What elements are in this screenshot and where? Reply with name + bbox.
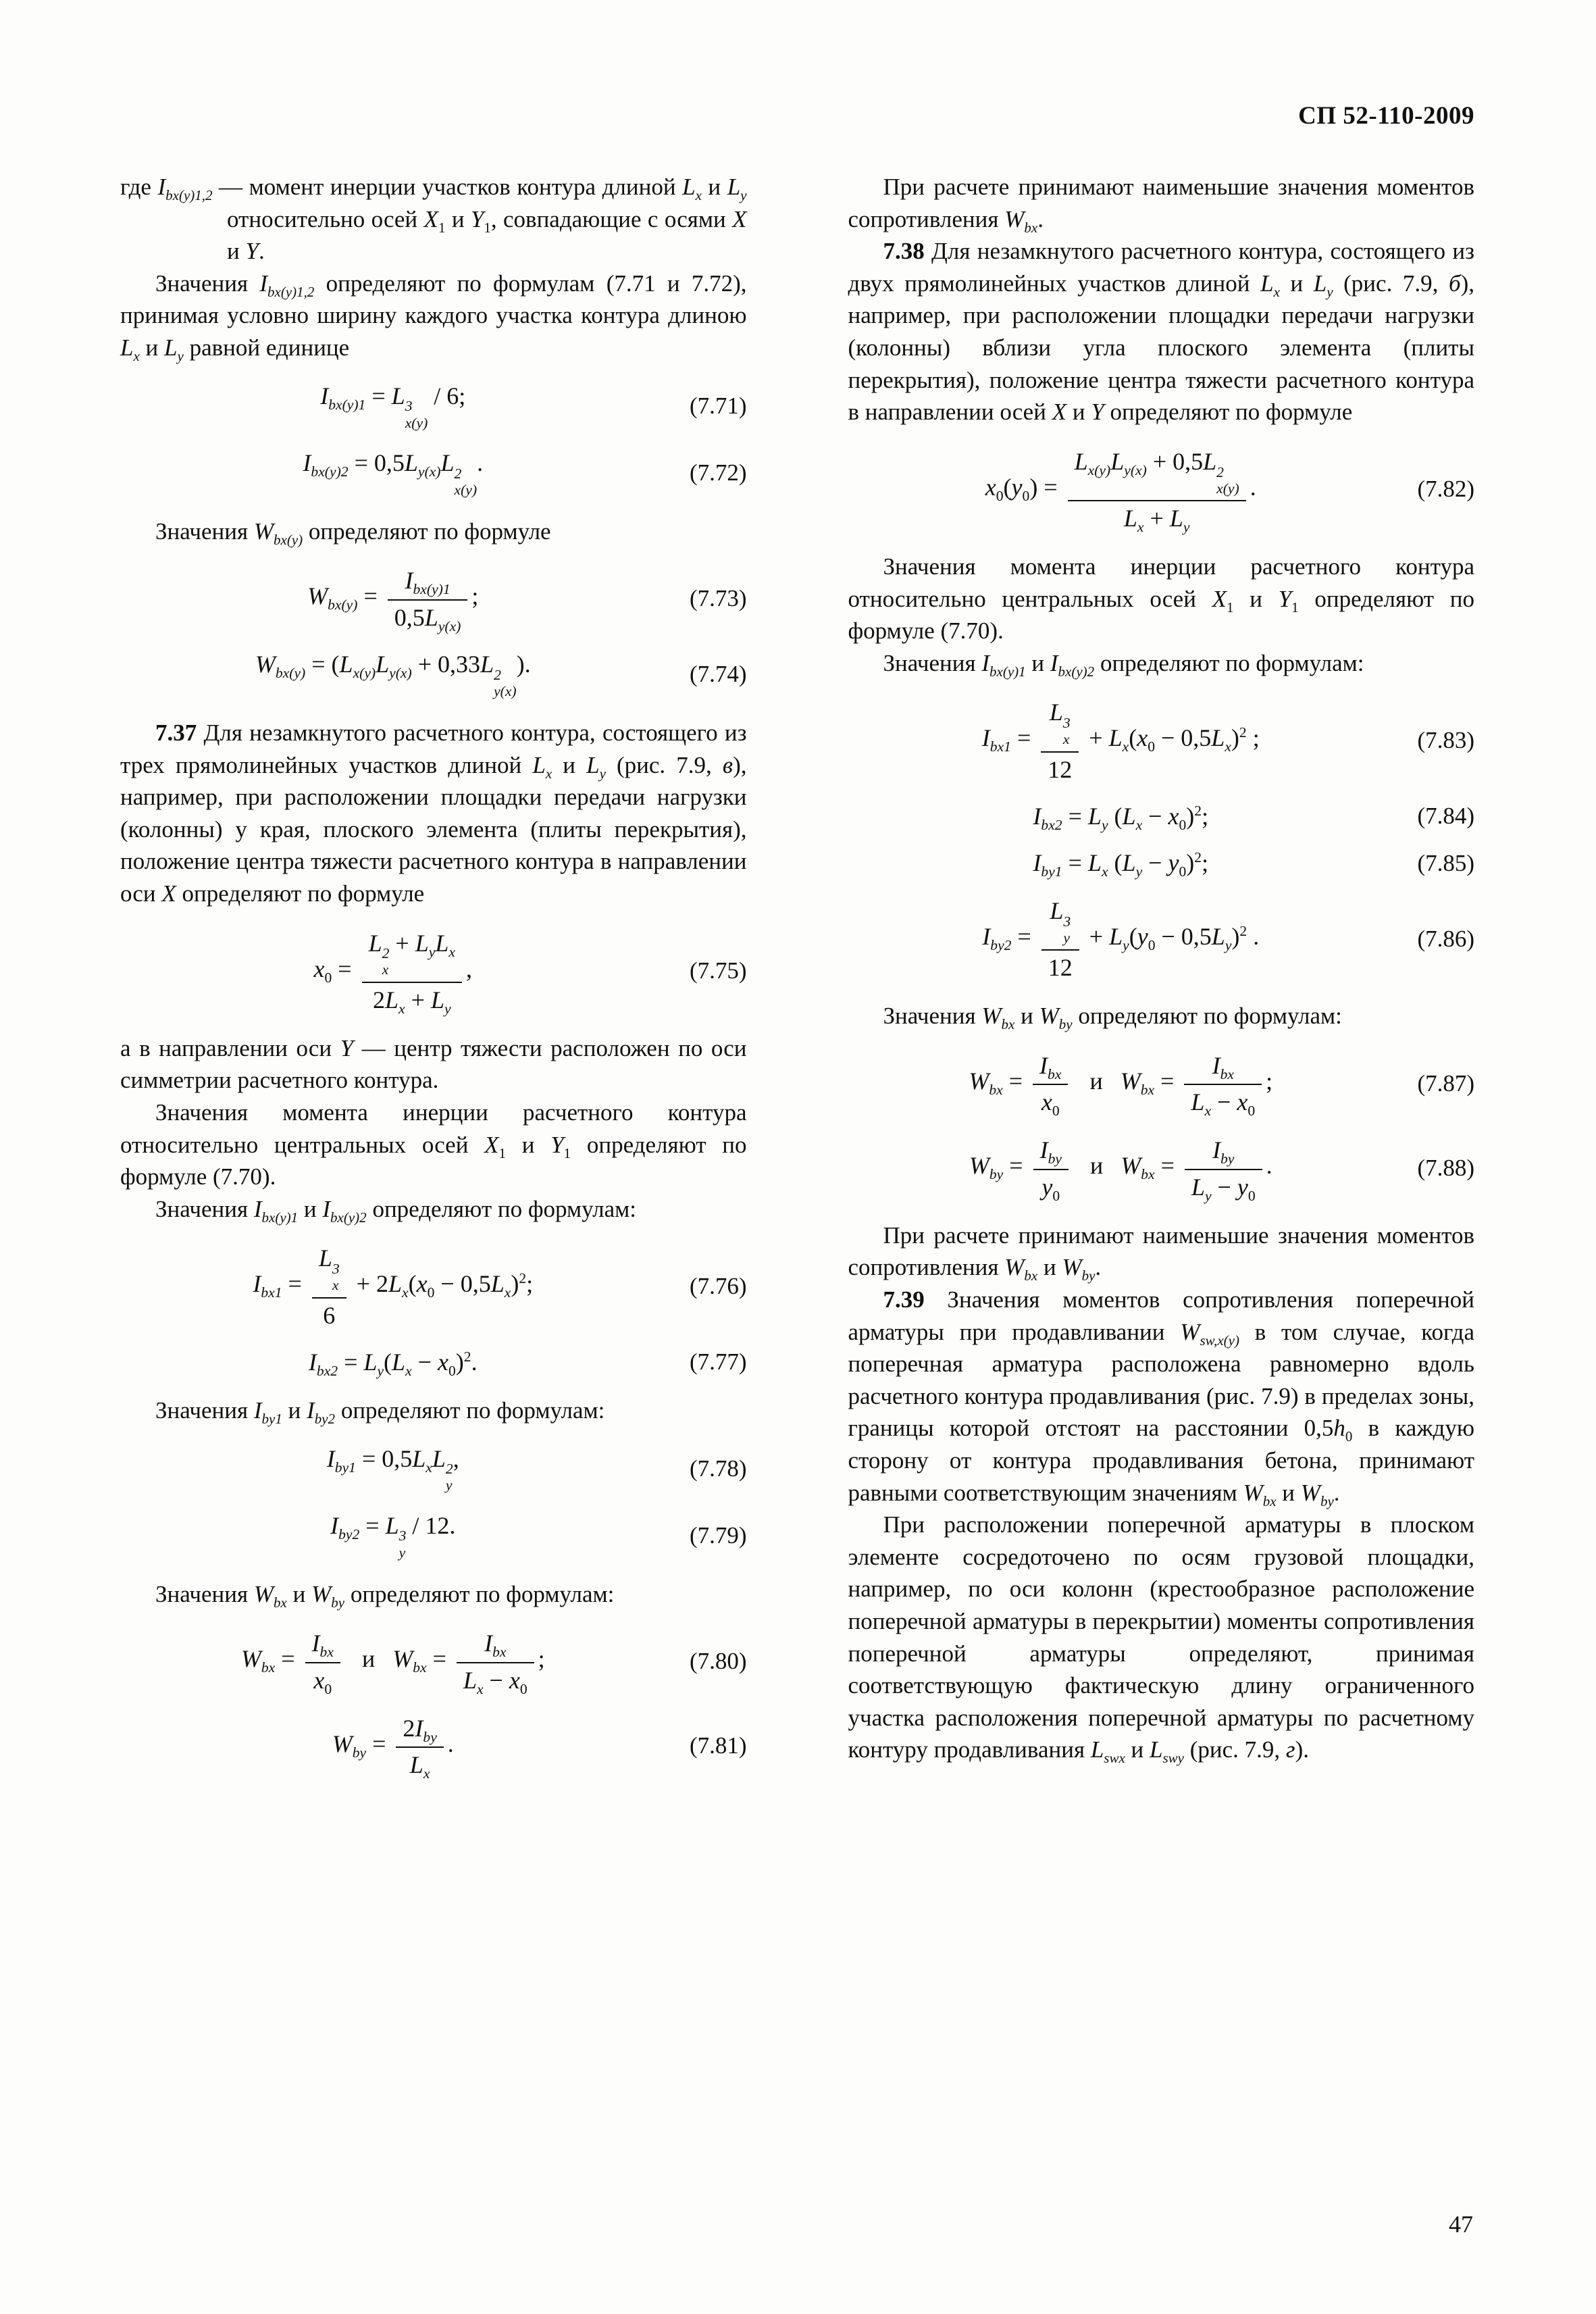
formula [120, 565, 747, 632]
right-column [848, 171, 1475, 1797]
formula [848, 1050, 1475, 1120]
formula [120, 1348, 747, 1377]
paragraph: Значения $I_{by1}$ и $I_{by2}$ определяют по формулам: [155, 1397, 605, 1427]
formula-number: (7.80) [689, 1648, 747, 1675]
paragraph: Значения $I_{bx(y)1,2}$ определяют по формулам (7.71 и 7.72), принимая условно ширину каждого участка контура длиною $L_x$ и $L_y$ равной единице [120, 270, 747, 364]
page-number: 47 [1449, 2211, 1473, 2238]
formula-number: (7.79) [689, 1522, 747, 1549]
formula-expression: $I_{bx2} = L_y$ $(L_x - x_0)^2$; [1033, 802, 1209, 833]
formula-number: (7.73) [689, 585, 747, 612]
formula [120, 1444, 747, 1494]
left-column [120, 171, 747, 1797]
formula-expression: $W_{by}$ = $\frac{I_{by}}{y_0}$ и $W_{bx}$ = $\frac{I_{by}}{L_y - y_0}$ . [969, 1134, 1354, 1201]
formula-number: (7.86) [1417, 925, 1474, 952]
formula-number: (7.82) [1417, 476, 1474, 503]
formula-expression: $W_{bx}$ = $\frac{I_{bx}}{x_0}$ и $W_{bx}$ = $\frac{I_{bx}}{L_x - x_0}$ ; [969, 1050, 1354, 1117]
formula [848, 802, 1475, 831]
formula [120, 650, 747, 699]
formula-expression: $I_{by1} = 0,5L_xL$ 2 y , [326, 1444, 459, 1494]
formula-number: (7.76) [689, 1273, 747, 1300]
formula-expression: $I_{bx1}$ = L 3 x 6 + $2L_x(x_0 - 0,5L_x)^2$; [253, 1242, 614, 1330]
paragraph-section-7-39: 7.39 Значения моментов сопротивления поперечной арматуры при продавливании $W_{sw,x(y)}$ в том случае, когда поперечная арматура расположена равномерно вдоль расчетного контура продавливания (рис. 7.9) в пределах зоны, границы которой отстоят на расстоянии $0,5h_0$ в каждую сторону от контура продавливания бетона, принимают равными соответствующим значениям $W_{bx}$ и $W_{by}$. [848, 1286, 1474, 1509]
paragraph: Значения $W_{bx}$ и $W_{by}$ определяют по формулам: [883, 1003, 1342, 1033]
formula-expression: $x_0(y_0)$ = $L_{x(y)}L_{y(x)} + 0,5L$ 2 x(y) $L_x + L_y$ . [985, 446, 1337, 533]
formula-number: (7.88) [1417, 1155, 1474, 1182]
formula-number: (7.87) [1417, 1070, 1474, 1097]
formula-number: (7.77) [689, 1349, 747, 1376]
formula-number: (7.78) [689, 1455, 747, 1482]
formula [848, 1134, 1475, 1204]
paragraph: Значения $I_{bx(y)1}$ и $I_{bx(y)2}$ определяют по формулам: [155, 1195, 636, 1226]
formula-expression: $I_{by2} = L$ 3 y / 12. [330, 1511, 456, 1561]
formula [120, 449, 747, 498]
formula-expression: $I_{bx1}$ = L 3 x 12 + $L_x(x_0 - 0,5L_x)^2$ ; [982, 697, 1341, 784]
formula-number: (7.85) [1417, 849, 1474, 876]
formula [120, 1511, 747, 1561]
formula-number: (7.72) [689, 459, 747, 486]
formula-number: (7.84) [1417, 803, 1474, 830]
paragraph: При расположении поперечной арматуры в плоском элементе сосредоточено по осям грузовой площадки, например, по оси колонн (крестообразное расположение поперечной арматуры в перекрытии) моменты сопротивления поперечной арматуры определяют, принимая соответствующую фактическую длину ограниченного участка расположения поперечной арматуры по расчетному контуру продавливания $L_{swx}$ и $L_{swy}$ (рис. 7.9, г). [848, 1511, 1474, 1767]
formula [848, 697, 1475, 784]
paragraph: Значения $W_{bx(y)}$ определяют по формуле [155, 518, 551, 548]
formula [120, 1628, 747, 1697]
paragraph-section-7-37: 7.37 Для незамкнутого расчетного контура, состоящего из трех прямолинейных участков длиной $L_x$ и $L_y$ (рис. 7.9, в), например, при расположении площадки передачи нагрузки (колонны) у края, плоского элемента (плиты перекрытия), положение центра тяжести расчетного контура в направлении оси X определяют по формуле [120, 719, 747, 907]
formula [120, 382, 747, 431]
paragraph: Значения $W_{bx}$ и $W_{by}$ определяют по формулам: [155, 1580, 615, 1611]
formula [848, 895, 1475, 982]
formula-expression: $x_0$ = L 2 x + $L_yL_x$ $2L_x + L_y$ , [314, 928, 553, 1015]
paragraph: Значения момента инерции расчетного контура относительно центральных осей $X_1$ и $Y_1$ определяют по формуле (7.70). [848, 553, 1474, 645]
formula-number: (7.83) [1417, 727, 1474, 754]
paragraph: Значения момента инерции расчетного контура относительно центральных осей $X_1$ и $Y_1$ определяют по формуле (7.70). [120, 1099, 747, 1190]
paragraph: где $I_{bx(y)1,2}$ — момент инерции участков контура длиной $L_x$ и $L_y$ относительно осей $X_1$ и $Y_1$, совпадающие с осями X и Y. [120, 174, 747, 265]
paragraph: а в направлении оси Y — центр тяжести расположен по оси симметрии расчетного контура. [120, 1034, 747, 1094]
formula-number: (7.81) [689, 1732, 747, 1759]
formula-expression: $W_{bx}$ = $\frac{I_{bx}}{x_0}$ и $W_{bx}$ = $\frac{I_{bx}}{L_x - x_0}$ ; [241, 1628, 626, 1694]
formula-expression: $I_{by2}$ = L 3 y 12 + $L_y(y_0 - 0,5L_y)^2$ . [982, 895, 1340, 982]
formula-expression: $I_{bx(y)2} = 0,5L_{y(x)}L$ 2 x(y) . [303, 449, 484, 498]
formula-number: (7.74) [689, 661, 747, 688]
document-code-header: СП 52-110-2009 [1298, 102, 1474, 130]
formula [120, 1713, 747, 1780]
formula [848, 849, 1475, 878]
formula [848, 446, 1475, 536]
formula-number: (7.75) [689, 957, 747, 984]
formula-expression: $W_{by}$ = $\frac{2I_{by}}{L_x}$ . [332, 1713, 535, 1780]
formula-expression: $W_{bx(y)}$ = $\frac{I_{bx(y)1}}{0,5L_{y(x)}}$ ; [307, 565, 559, 632]
formula-number: (7.71) [689, 393, 747, 420]
formula [120, 1242, 747, 1330]
paragraph: Значения $I_{bx(y)1}$ и $I_{bx(y)2}$ определяют по формулам: [883, 649, 1364, 680]
paragraph-section-7-38: 7.38 Для незамкнутого расчетного контура, состоящего из двух прямолинейных участков длиной $L_x$ и $L_y$ (рис. 7.9, б), например, при расположении площадки передачи нагрузки (колонны) вблизи угла плоского элемента (плиты перекрытия), положение центра тяжести расчетного контура в направлении осей X и Y определяют по формуле [848, 238, 1474, 426]
paragraph: При расчете принимают наименьшие значения моментов сопротивления $W_{bx}$ и $W_{by}$. [848, 1222, 1474, 1284]
two-column-layout [120, 171, 1474, 1797]
formula [120, 928, 747, 1015]
formula-expression: $I_{bx(y)1} = L$ 3 x(y) / 6; [320, 382, 466, 431]
formula-expression: $I_{by1} = L_x$ $(L_y - y_0)^2$; [1033, 849, 1209, 880]
paragraph: При расчете принимают наименьшие значения моментов сопротивления $W_{bx}$. [848, 174, 1474, 236]
formula-expression: $I_{bx2} = L_y(L_x - x_0)^2$. [308, 1348, 478, 1379]
formula-expression: $W_{bx(y)} = (L_{x(y)}L_{y(x)} + 0,33L$ 2 y(x) ). [255, 650, 531, 699]
